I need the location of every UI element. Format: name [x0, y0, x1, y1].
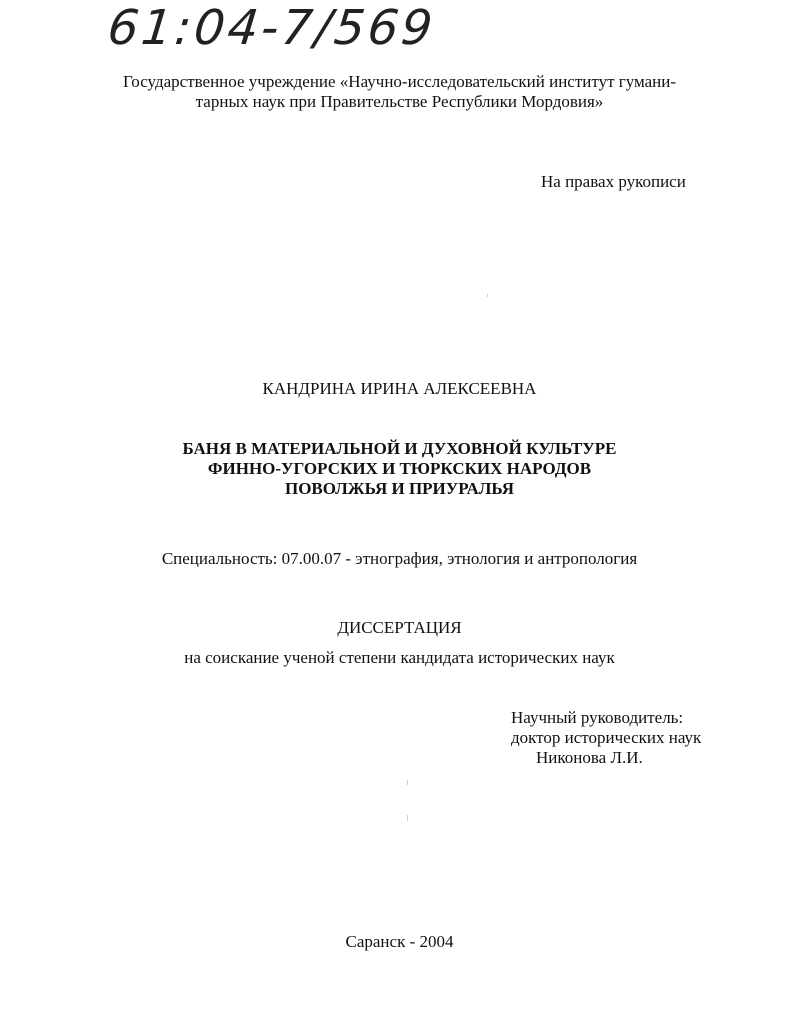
degree-sought: на соискание ученой степени кандидата исторических наук [184, 648, 615, 667]
scan-artifact [407, 780, 408, 785]
scan-artifact [407, 815, 408, 821]
supervisor-degree: доктор исторических наук [511, 728, 702, 747]
title-line-3: ПОВОЛЖЬЯ И ПРИУРАЛЬЯ [284, 479, 515, 498]
place-and-year: Саранск - 2004 [345, 932, 454, 951]
scan-artifact [487, 294, 488, 297]
archive-code-handwritten: 61:04-7/569 [105, 0, 438, 56]
title-line-2: ФИННО-УГОРСКИХ И ТЮРКСКИХ НАРОДОВ [207, 459, 592, 478]
rights-note: На правах рукописи [541, 172, 686, 191]
title-line-1: БАНЯ В МАТЕРИАЛЬНОЙ И ДУХОВНОЙ КУЛЬТУРЕ [182, 439, 617, 458]
supervisor-label: Научный руководитель: [511, 708, 684, 727]
author-name: КАНДРИНА ИРИНА АЛЕКСЕЕВНА [262, 379, 537, 398]
supervisor-name: Никонова Л.И. [536, 748, 643, 767]
specialty: Специальность: 07.00.07 - этнография, этнология и антропология [161, 549, 638, 568]
institution-line-1: Государственное учреждение «Научно-исследовательский институт гумани- [122, 72, 677, 91]
institution-line-2: тарных наук при Правительстве Республики Мордовия» [195, 92, 604, 111]
document-type: ДИССЕРТАЦИЯ [337, 618, 462, 637]
